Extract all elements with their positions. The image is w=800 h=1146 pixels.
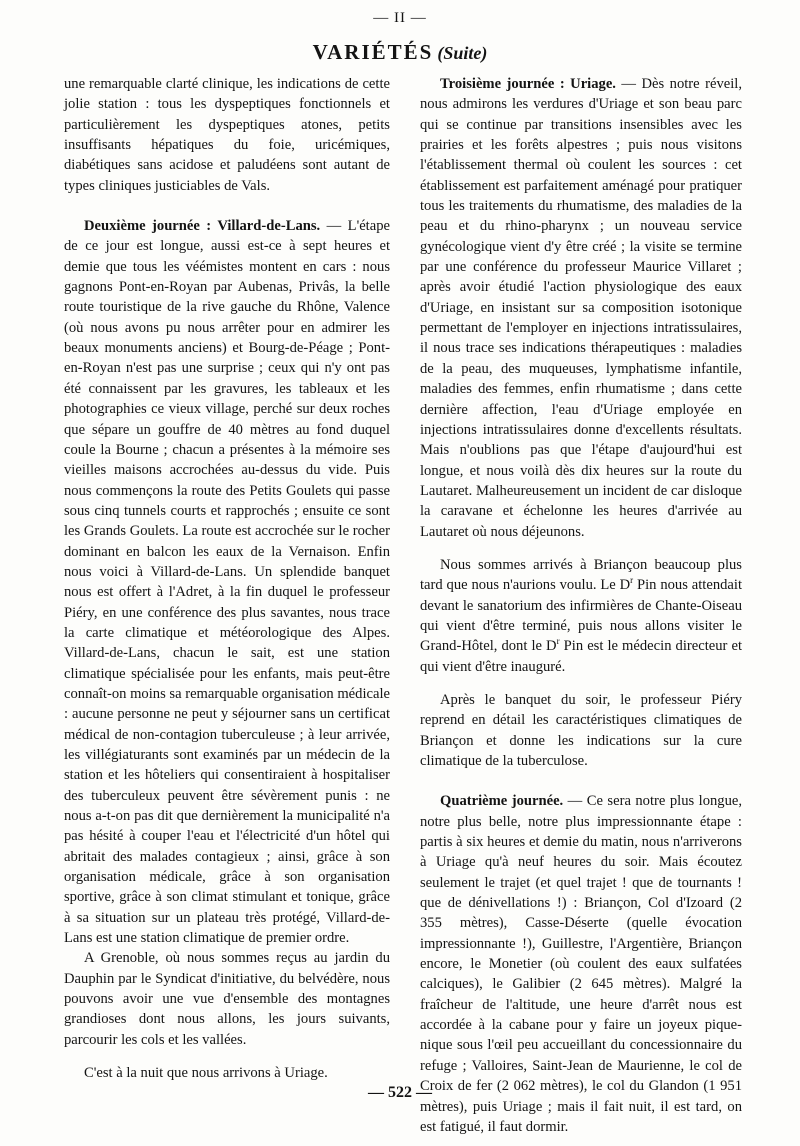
text-quatrieme-journee: — Ce sera notre plus longue, notre plus belle, notre plus impressionnante étape : partis à six heures et demie du matin, nous n'arriverons à Uriage qu'à neuf heures du soir. Mais écoutez seulement le trajet (et quel trajet ! que de tournants ! que de dénivellations !) : Briançon, Col d'Izoard (2 355 mètres), Casse-Déserte (quelle évocation impressionnante !), Guillestre, l'Argentière, Briançon encore, le Monetier (où coulent des eaux sulfatées calciques), le Galibier (2 645 mètres). Malgré la fraîcheur de l'altitude, une heure d'arrêt nous est accordée à la cabane pour y faire un joyeux pique-nique sous l'œil peu accueillant du concessionnaire du refuge ; Valloires, Saint-Jean de Maurienne, le col de Croix de fer (2 062 mètres), le col du Glandon (1 951 mètres), puis Uriage ; mais il fait nuit, il est tard, on est fatigué, il faut dormir. (420, 793, 743, 1135)
paragraph-arrivee-uriage: C'est à la nuit que nous arrivons à Uriage. (84, 1065, 328, 1082)
paragraph-troisieme-journee (420, 74, 742, 542)
paragraph-briancon (420, 555, 742, 677)
heading-quatrieme-journee: Quatrième journée. (440, 793, 564, 810)
text-briancon-c: Pin est le médecin directeur et qui vient d'être inauguré. (420, 638, 742, 675)
left-column (64, 74, 390, 1084)
title-suite: (Suite) (437, 43, 488, 63)
superscript-r: r (556, 636, 560, 647)
page-title (0, 40, 800, 65)
text-briancon-b: Pin nous attendait devant le sanatorium des infirmières de Chante-Oiseau qui vient d'être terminé, puis nous allons visiter le Grand-Hôtel, dont le D (420, 577, 742, 655)
paragraph-vals-end: une remarquable clarté clinique, les indications de cette jolie station : tous les dyspeptiques fonctionnels et particulièrement les dyspeptiques atones, petits insuffisants hépatiques du foie, uricémiques, diabétiques sans acidose et paludéens sont autant de types cliniques justiciables de Vals. (64, 76, 390, 194)
paragraph-grenoble: A Grenoble, où nous sommes reçus au jardin du Dauphin par le Syndicat d'initiative, du belvédère, nous pouvons avoir une vue d'ensemble des montagnes grandioses dont nous allons, les jours suivants, parcourir les cols et les vallées. (64, 950, 390, 1048)
paragraph-banquet-soir: Après le banquet du soir, le professeur Piéry reprend en détail les caractéristiques climatiques de Briançon et donne les indications sur la cure climatique de la tuberculose. (420, 691, 742, 769)
title-varietes: VARIÉTÉS (312, 40, 434, 64)
text-troisieme-journee: — Dès notre réveil, nous admirons les verdures d'Uriage et son beau parc qui se continue par transitions insensibles avec les prairies et les forêts alpestres ; puis nous visitons l'établissement thermal où coulent les sources : cet établissement est parfaitement aménagé pour pratiquer tous les traitements du rhumatisme, des maladies de la peau et du rhino-pharynx ; un nouveau service gynécologique vient d'y être créé ; la visite se termine par une conférence du professeur Maurice Villaret ; après avoir étudié l'action physiologique des eaux d'Uriage, en insistant sur sa composition isotonique permettant de l'employer en injections intratissulaires, il nous trace ses indications thérapeutiques : maladies de la peau, des muqueuses, lymphatisme infantile, maladies des femmes, enfin rhumatisme ; dans cette dernière affection, l'eau d'Uriage employée en injections intratissulaires donne d'excellents résultats. Mais n'oublions pas que l'étape d'aujourd'hui est longue, et nous voilà dès dix heures sur la route du Lautaret. Malheureusement un incident de car disloque la caravane et échelonne les heures d'arrivée au Lautaret où nous déjeunons. (420, 76, 742, 540)
superscript-r: r (630, 575, 634, 586)
page-number: — 522 — (368, 1084, 432, 1101)
heading-troisieme-journee: Troisième journée : Uriage. (440, 76, 616, 92)
section-numeral: — II — (373, 10, 427, 26)
text-deuxieme-journee: — L'étape de ce jour est longue, aussi est-ce à sept heures et demie que tous les véémistes montent en cars : nous gagnons Pont-en-Royan par Aubenas, Privâs, la belle route touristique de la rive gauche du Rhône, Valence (où nous avons pu nous arrêter pour en admirer les beaux monuments anciens) et Bourg-de-Péage ; Pont-en-Royan n'est pas une surprise ; ceux qui n'y ont pas été connaissent par les gravures, les tableaux et les photographies ce vieux village, perché sur deux roches que sépare un gouffre de 40 mètres au fond duquel coule la Bourne ; chacun a présentes à la mémoire ses vieilles maisons accrochées au-dessus du vide. Puis nous commençons la route des Petits Goulets qui passe sous cinq tunnels courts et rapprochés ; ensuite ce sont les Grands Goulets. La route est accrochée sur le rocher dominant en balcon les eaux de la Vernaison. Enfin nous voici à Villard-de-Lans. Un splendide banquet nous est offert à l'Adret, à la fin duquel le professeur Piéry, en une conférence des plus savantes, nous trace la carte climatique et météorologique des Alpes. Villard-de-Lans, chacun le sait, est une station climatique spécialisée pour les enfants, mais peut-être connaît-on moins sa remarquable organisation médicale : aucune personne ne peut y séjourner sans un certificat médical de non-contagion tuberculeuse ; à leur arrivée, les villégiaturants sont examinés par un médecin de la station et les hôteliers qui consentiraient à hospitaliser des tuberculeux peuvent être sévèrement punis : ne nous a-t-on pas dit que dernièrement la municipalité n'a pas hésité à couper l'eau et l'électricité d'un hôtel qui abritait des malades contagieux ; ainsi, grâce à son organisation médicale, grâce à son organisation sportive, grâce à son climat stimulant et tonique, grâce à sa situation sur un plateau très protégé, Villard-de-Lans est une station climatique de premier ordre. (64, 218, 390, 947)
heading-deuxieme-journee: Deuxième journée : Villard-de-Lans. (84, 218, 321, 235)
text-briancon-a: Nous sommes arrivés à Briançon beaucoup plus tard que nous n'aurions voulu. Le D (420, 556, 742, 594)
paragraph-deuxieme-journee (64, 216, 390, 948)
right-column (420, 74, 742, 1137)
